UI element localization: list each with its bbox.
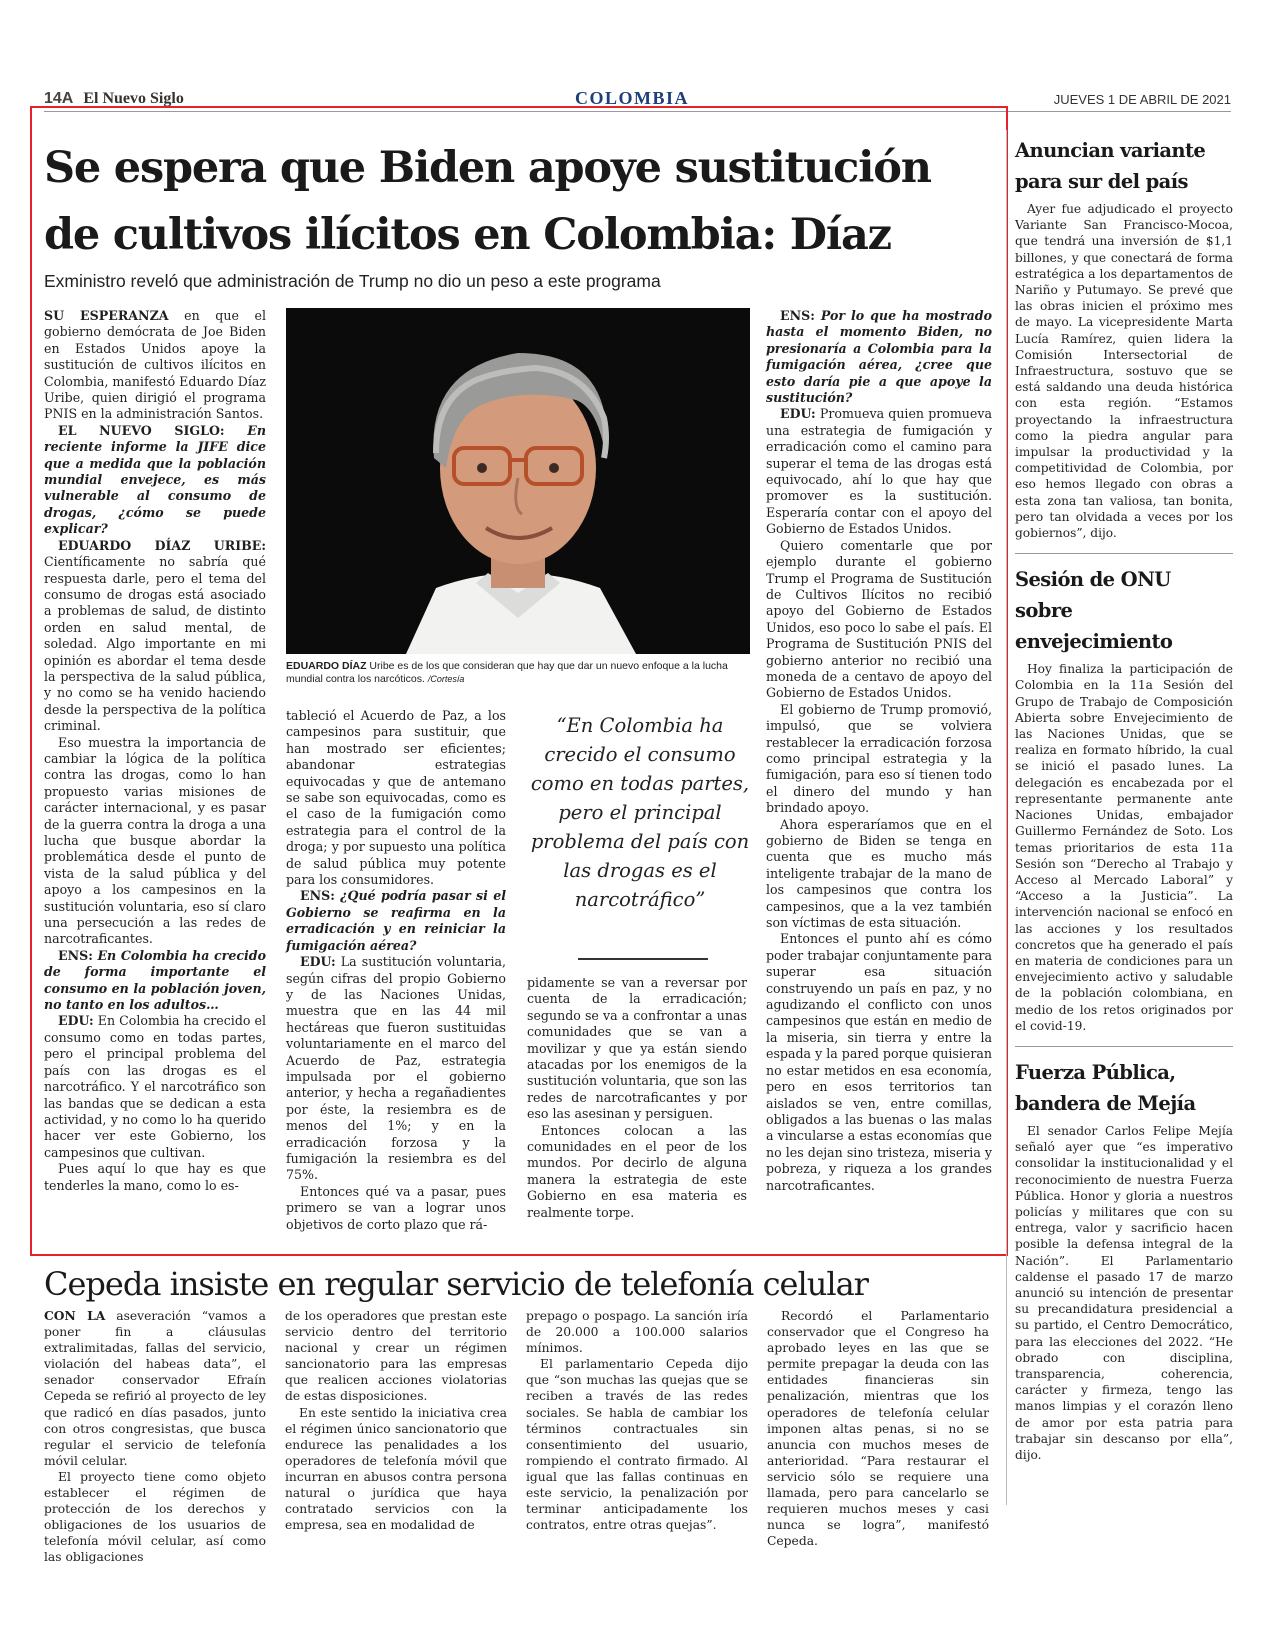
article-column-1: SU ESPERANZA en que el gobierno demócrata de Joe Biden en Estados Unidos apoye la sustitución de cultivos ilícitos en Colombia, manifestó Eduardo Díaz Uribe, quien dirigió el programa PNIS en la administración Santos. EL NUEVO SIGLO: En reciente informe la JIFE dice que a medida que la población mundial envejece, es más vulnerable al consumo de drogas, ¿cómo se puede explicar? EDUARDO DÍAZ URIBE: Científicamente no sabría qué respuesta darle, pero el tema del consumo de drogas está asociado a problemas de salud, de distinto orden en salud mental, de soledad. Algo importante en mi opinión es abordar el tema desde la perspectiva de la salud pública, y no como se ha venido haciendo desde la perspectiva de la política criminal. Eso muestra la importancia de cambiar la lógica de la política contra las drogas, como lo han propuesto varias misiones de carácter internacional, y es pasar de la guerra contra la droga a una lucha que busque abordar la problemática desde el punto de vista de la salud pública y del apoyo a los campesinos en la sustitución voluntaria, eso sí claro una persecución a las redes de narcotraficantes. ENS: En Colombia ha crecido de forma importante el consumo en la población joven, no tanto en los adultos… EDU: En Colombia ha crecido el consumo como en todas partes, pero el principal problema del país con las drogas es el narcotráfico. Y el narcotráfico son las bandas que se dedican a esta actividad, y no como lo ha querido hacer ver este Gobierno, los campesinos que cultivan. Pues aquí lo que hay es que tenderles la mano, como lo es- — [44, 308, 266, 1193]
newspaper-name: El Nuevo Siglo — [83, 90, 184, 107]
article-column-3: pidamente se van a reversar por cuenta de la erradicación; segundo se va a confrontar a unas comunidades que se van a movilizar y que ya están siendo atacadas por los enemigos de la sustitución voluntaria, que son las redes de narcotraficantes y por eso las asesinan y persiguen. Entonces colocan a las comunidades en el peor de los mundos. Por decirlo de alguna manera la estrategia de este Gobierno en esa materia es realmente torpe. — [527, 975, 747, 1220]
main-deck: Exministro reveló que administración de Trump no dio un peso a este programa — [44, 271, 661, 291]
page-number: 14A — [44, 90, 74, 107]
brief-title-mejia: Fuerza Pública, bandera de Mejía — [1015, 1060, 1196, 1115]
brief-text-variante: Ayer fue adjudicado el proyecto Variante San Francisco-Mocoa, que tendrá una inversión de $1,1 billones, y que conectará de forma estratégica a los departamentos de Nariño y Putumayo. Se prevé que las obras inicien el próximo mes de mayo. La vicepresidente Marta Lucía Ramírez, quien lidera la Comisión Intersectorial de Infraestructura, sostuvo que se está saldando una deuda histórica con esta región. “Estamos proyectando la infraestructura como la piedra angular para impulsar la productividad y la competitividad de Colombia, por eso hemos llegado con obras a esta zona tan valiosa, tan bonita, pero tan olvidada a veces por los gobiernos”, dijo. — [1015, 202, 1233, 541]
secondary-column-3: prepago o pospago. La sanción iría de 20.000 a 100.000 salarios mínimos. El parlamentario Cepeda dijo que “son muchas las quejas que se reciben a través de las redes sociales. Se habla de cambiar los términos contractuales sin consentimiento del usuario, rompiendo el contrato firmado. Al igual que las fallas continuas en este servicio, la penalización por terminar anticipadamente los contratos, entre otras quejas”. — [526, 1309, 748, 1533]
sidebar-divider — [1006, 130, 1007, 1505]
article-column-4: ENS: Por lo que ha mostrado hasta el momento Biden, no presionaría a Colombia para la fumigación aérea, ¿cree que esto daría pie a que apoye la sustitución? EDU: Promueva quien promueva una estrategia de fumigación y erradicación como el camino para superar el tema de las drogas está equivocado, ahí lo que hay que promover es la sustitución. Esperaría contar con el apoyo del Gobierno de Estados Unidos. Quiero comentarle que por ejemplo durante el gobierno Trump el Programa de Sustitución de Cultivos Ilícitos no recibió apoyo del Gobierno de Estados Unidos, eso poco lo sabe el país. El Programa de Sustitución PNIS del gobierno anterior no recibió una moneda de a centavo de apoyo del Gobierno de Estados Unidos. El gobierno de Trump promovió, impulsó, que se volviera restablecer la erradicación forzosa como principal estrategia y la fumigación, para eso sí tienen todo el dinero del mundo y han brindado apoyo. Ahora esperaríamos que en el gobierno de Biden se tenga en cuenta que es mucho más inteligente trabajar de la mano de los campesinos que contra los campesinos, que a la vez también son víctimas de esta situación. Entonces el punto ahí es cómo poder trabajar conjuntamente para superar esa situación construyendo un país en paz, y no agudizando el conflicto con unos campesinos que están en medio de la miseria, sin tierra y entre la espada y la pared porque quisieran no estar metidos en esa economía, pero en esos territorios tan aislados se ven, entre comillas, obligados a las buenas o las malas a vincularse a estas economías que no les dejan sino tristeza, miseria y pobreza, y riqueza a los grandes narcotraficantes. — [766, 308, 992, 1193]
portrait-illustration — [286, 308, 750, 654]
brief-separator — [1015, 553, 1233, 554]
main-headline: Se espera que Biden apoye sustitución de cultivos ilícitos en Colombia: Díaz — [44, 143, 931, 260]
interview-question: En reciente informe la JIFE dice que a medida que la población mundial envejece, es más vulnerable al consumo de drogas, ¿cómo se puede explicar? — [44, 422, 266, 537]
brief-separator — [1015, 1046, 1233, 1047]
brief-title-onu: Sesión de ONU sobre envejecimiento — [1015, 568, 1173, 654]
pull-quote: “En Colombia ha crecido el consumo como en todas partes, pero el principal problema del país con las drogas es el narcotráfico” — [530, 714, 750, 911]
brief-text-mejia: El senador Carlos Felipe Mejía señaló ayer que “es imperativo consolidar la institucionalidad y el reconocimiento de nuestra Fuerza Pública. Honor y gloria a nuestros policías y militares que con su entrega, valor y sacrificio hacen posible la defensa integral de la Nación”. El Parlamentario caldense el pasado 17 de marzo anunció su intención de presentar su precandidatura presidencial a su partido, el Centro Democrático, para las elecciones del 2022. “He obrado con disciplina, transparencia, coherencia, carácter y firmeza, tengo las manos limpias y el corazón lleno de amor por esta patria para trabajar sin descanso por ella”, dijo. — [1015, 1123, 1233, 1462]
interviewer-label: EL NUEVO SIGLO: — [58, 422, 225, 438]
brief-title-variante: Anuncian variante para sur del país — [1015, 139, 1206, 193]
pull-quote-rule — [578, 958, 708, 960]
news-briefs-sidebar — [1015, 135, 1233, 1475]
section-label: COLOMBIA — [575, 88, 690, 108]
interview-question: Por lo que ha mostrado hasta el momento Biden, no presionaría a Colombia para la fumigación aérea, ¿cree que esto daría pie a que apoye la sustitución? — [766, 308, 992, 406]
secondary-column-4: Recordó el Parlamentario conservador que el Congreso ha aprobado leyes en las que se permite prepagar la deuda con las entidades financieras sin penalización, mientras que los operadores de telefonía celular imponen altas penas, si no se anuncia con muchos meses de anterioridad. “Para restaurar el servicio sólo se requiere una llamada, pero para cancelarlo se requieren muchos meses y casi nunca se logra”, manifestó Cepeda. — [767, 1309, 989, 1549]
brief-text-onu: Hoy finaliza la participación de Colombia en la 11a Sesión del Grupo de Trabajo de Composición Abierta sobre Envejecimiento de las Naciones Unidas, que se realiza en formato híbrido, la cual se inició el pasado lunes. La delegación es encabezada por el representante permanente ante Naciones Unidas, embajador Guillermo Fernández de Soto. Los temas prioritarios de esta 11a Sesión son “Derecho al Trabajo y Acceso al Mercado Laboral” y “Acceso a la Justicia”. La intervención nacional se enfocó en las acciones y los resultados concretos que ha generado el país en materia de condiciones para un envejecimiento activo y saludable de la población colombiana, en medio de los retos originados por el covid-19. — [1015, 662, 1233, 1033]
lead-in: SU ESPERANZA — [44, 308, 169, 323]
photo-caption — [286, 660, 750, 686]
portrait-photo — [286, 308, 750, 654]
caption-name: EDUARDO DÍAZ — [286, 660, 367, 672]
interview-question: ¿Qué podría pasar si el Gobierno se reafirma en la erradicación y en reiniciar la fumigación aérea? — [286, 888, 506, 953]
interviewee-label: EDUARDO DÍAZ URIBE: — [58, 537, 266, 553]
lead-in: CON LA — [44, 1308, 106, 1323]
page-date: JUEVES 1 DE ABRIL DE 2021 — [1053, 92, 1231, 107]
secondary-headline: Cepeda insiste en regular servicio de telefonía celular — [44, 1265, 868, 1303]
secondary-column-2: de los operadores que prestan este servicio dentro del territorio nacional y crear un régimen sancionatorio para las empresas que realicen acciones violatorias de estas disposiciones. En este sentido la iniciativa crea el régimen único sancionatorio que endurece las penalidades a los operadores de telefonía móvil que incurran en abusos contra persona natural o jurídica que haya contratado servicios con la empresa, sea en modalidad de — [285, 1309, 507, 1533]
caption-text: Uribe es de los que consideran que hay que dar un nuevo enfoque a la lucha mundial contra los narcóticos. — [286, 660, 728, 685]
interview-question: En Colombia ha crecido de forma importante el consumo en la población joven, no tanto en los adultos… — [44, 947, 266, 1013]
secondary-column-1: CON LA aseveración “vamos a poner fin a cláusulas extralimitadas, fallas del servicio, violación del habeas data”, el senador conservador Efraín Cepeda se refirió al proyecto de ley que radicó en días pasados, junto con otros congresistas, que busca regular el servicio de telefonía móvil celular. El proyecto tiene como objeto establecer el régimen de protección de los derechos y obligaciones de los usuarios de telefonía móvil celular, así como las obligaciones — [44, 1308, 266, 1565]
photo-credit: /Cortesía — [427, 674, 465, 684]
article-column-2: tableció el Acuerdo de Paz, a los campesinos para sustituir, que han mostrado ser eficientes; abandonar estrategias equivocadas y que de antemano se sabe son equivocadas, como es el caso de la fumigación como estrategia para el control de la droga; y por supuesto una política de salud pública muy potente para los consumidores. ENS: ¿Qué podría pasar si el Gobierno se reafirma en la erradicación y en reiniciar la fumigación aérea? EDU: La sustitución voluntaria, según cifras del propio Gobierno y de las Naciones Unidas, muestra que en las 44 mil hectáreas que fueron sustituidas voluntariamente en el marco del Acuerdo de Paz, estrategia impulsada por el gobierno anterior, y hecha a regañadientes por éste, la resiembra es de menos del 1%; y en la erradicación forzosa y la fumigación la resiembra es del 75%. Entonces qué va a pasar, pues primero se van a lograr unos objetivos de corto plazo que rá- — [286, 708, 506, 1232]
